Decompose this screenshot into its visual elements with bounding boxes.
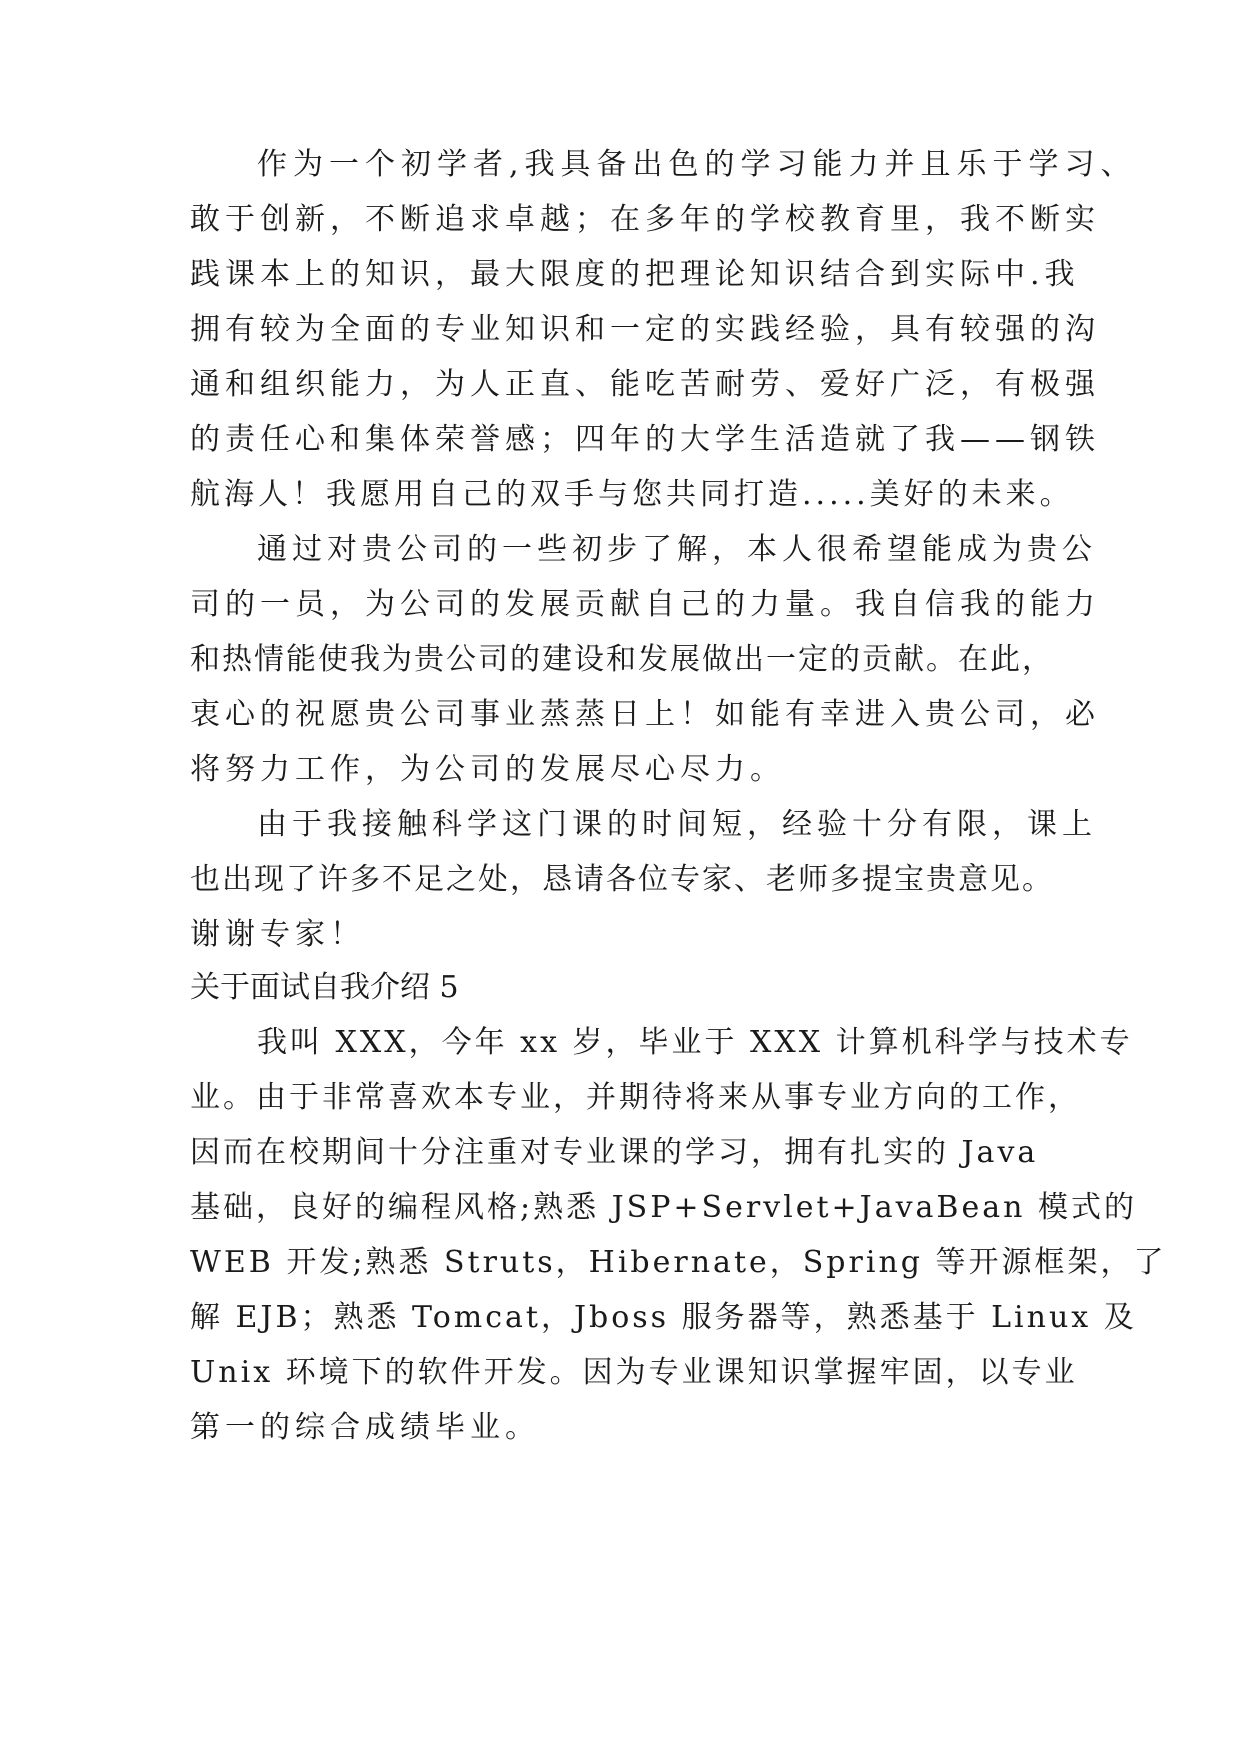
paragraph-line: 因而在校期间十分注重对专业课的学习，拥有扎实的 Java	[190, 1135, 1039, 1170]
paragraph-line: 司的一员，为公司的发展贡献自己的力量。我自信我的能力	[190, 587, 1100, 622]
paragraph-line: 通过对贵公司的一些初步了解，本人很希望能成为贵公	[257, 532, 1097, 567]
paragraph-line: 基础，良好的编程风格;熟悉 JSP+Servlet+JavaBean 模式的	[190, 1190, 1137, 1225]
paragraph-line: 解 EJB；熟悉 Tomcat，Jboss 服务器等，熟悉基于 Linux 及	[190, 1300, 1137, 1335]
paragraph-line: 由于我接触科学这门课的时间短，经验十分有限，课上	[257, 807, 1097, 842]
paragraph-line: 将努力工作，为公司的发展尽心尽力。	[190, 752, 785, 787]
paragraph-line: 也出现了许多不足之处，恳请各位专家、老师多提宝贵意见。	[190, 862, 1054, 897]
paragraph-line: 敢于创新，不断追求卓越；在多年的学校教育里，我不断实	[190, 202, 1100, 237]
paragraph-line: 衷心的祝愿贵公司事业蒸蒸日上！如能有幸进入贵公司，必	[190, 697, 1100, 732]
paragraph-line: 和热情能使我为贵公司的建设和发展做出一定的贡献。在此，	[190, 642, 1054, 677]
paragraph-line: 的责任心和集体荣誉感；四年的大学生活造就了我——钢铁	[190, 422, 1100, 457]
section-heading: 关于面试自我介绍 5	[190, 970, 459, 1005]
paragraph-line: 第一的综合成绩毕业。	[190, 1410, 540, 1445]
paragraph-line: 作为一个初学者,我具备出色的学习能力并且乐于学习、	[257, 147, 1137, 182]
paragraph-line: WEB 开发;熟悉 Struts，Hibernate，Spring 等开源框架，了	[190, 1245, 1167, 1280]
paragraph-line: 拥有较为全面的专业知识和一定的实践经验，具有较强的沟	[190, 312, 1100, 347]
paragraph-line: 我叫 XXX，今年 xx 岁，毕业于 XXX 计算机科学与技术专	[257, 1025, 1133, 1060]
paragraph-line: 航海人！我愿用自己的双手与您共同打造.....美好的未来。	[190, 477, 1074, 512]
paragraph-line: Unix 环境下的软件开发。因为专业课知识掌握牢固，以专业	[190, 1355, 1078, 1390]
paragraph-line: 通和组织能力，为人正直、能吃苦耐劳、爱好广泛，有极强	[190, 367, 1100, 402]
paragraph-line: 谢谢专家！	[190, 917, 365, 952]
paragraph-line: 业。由于非常喜欢本专业，并期待将来从事专业方向的工作，	[190, 1080, 1081, 1115]
paragraph-line: 践课本上的知识，最大限度的把理论知识结合到实际中.我	[190, 257, 1080, 292]
